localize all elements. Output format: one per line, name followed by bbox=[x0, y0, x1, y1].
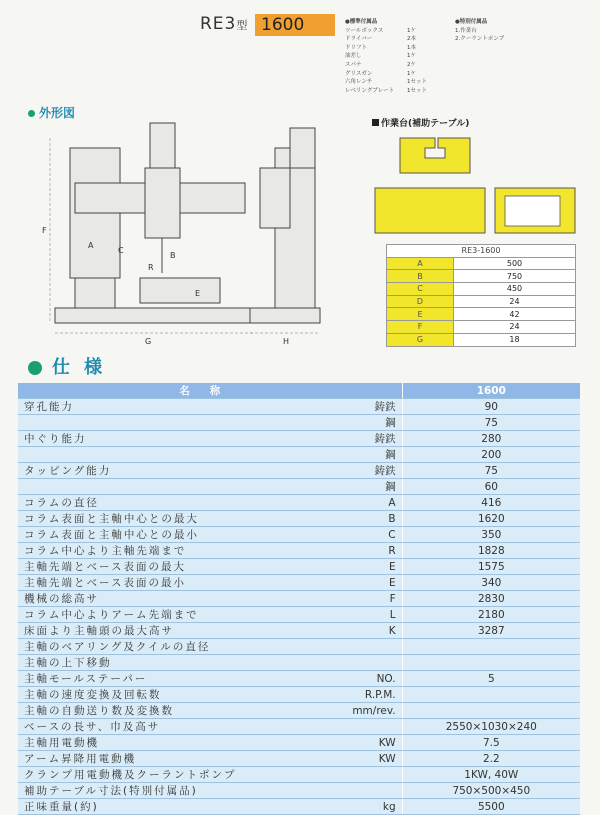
spec-value: 340 bbox=[402, 575, 580, 591]
spec-unit: E bbox=[255, 559, 402, 575]
table-front bbox=[375, 188, 485, 233]
spec-value: 5 bbox=[402, 671, 580, 687]
svg-text:B: B bbox=[170, 251, 176, 260]
spec-unit: NO. bbox=[255, 671, 402, 687]
svg-text:R: R bbox=[148, 263, 154, 272]
worktable-title: 作業台(補助テーブル) bbox=[372, 116, 469, 129]
spec-row bbox=[18, 687, 580, 703]
work-table bbox=[140, 278, 220, 303]
bullet-icon bbox=[28, 361, 42, 375]
spec-name: コラム表面と主軸中心との最小 bbox=[18, 527, 255, 543]
standard-accessory-item: 油差し 1ケ bbox=[345, 53, 416, 60]
spec-value: 1828 bbox=[402, 543, 580, 559]
spec-unit: 鋳鉄 bbox=[255, 431, 402, 447]
spec-row bbox=[18, 639, 580, 655]
spec-value: 2.2 bbox=[402, 751, 580, 767]
spec-value: 75 bbox=[402, 415, 580, 431]
spec-value bbox=[402, 703, 580, 719]
spec-row bbox=[18, 527, 580, 543]
standard-accessory-item: 六角レンチ 1セット bbox=[345, 79, 427, 86]
spec-row bbox=[18, 415, 580, 431]
spec-unit: 鋼 bbox=[255, 415, 402, 431]
dimension-row bbox=[387, 270, 576, 283]
dimension-key: F bbox=[387, 321, 454, 334]
spec-row bbox=[18, 751, 580, 767]
spec-value: 3287 bbox=[402, 623, 580, 639]
spec-unit: E bbox=[255, 575, 402, 591]
spec-table bbox=[18, 383, 580, 815]
spec-unit: mm/rev. bbox=[255, 703, 402, 719]
spec-unit: C bbox=[255, 527, 402, 543]
dimension-value: 500 bbox=[454, 257, 576, 270]
spec-row bbox=[18, 607, 580, 623]
svg-text:E: E bbox=[195, 289, 201, 298]
spec-header-name: 名称 bbox=[18, 383, 402, 399]
spec-name: 主軸の上下移動 bbox=[18, 655, 255, 671]
motor-side bbox=[290, 128, 315, 168]
spec-row bbox=[18, 655, 580, 671]
spec-unit: 鋼 bbox=[255, 479, 402, 495]
spec-row bbox=[18, 719, 580, 735]
special-accessories: ●特別付属品 1.作業台 2.クーラントポンプ bbox=[455, 18, 555, 44]
spec-row bbox=[18, 703, 580, 719]
dimension-value: 450 bbox=[454, 283, 576, 296]
spec-unit: KW bbox=[255, 751, 402, 767]
spec-value: 75 bbox=[402, 463, 580, 479]
spec-name: 主軸の自動送り数及変換数 bbox=[18, 703, 255, 719]
spec-unit: B bbox=[255, 511, 402, 527]
special-accessory-item: 2.クーラントポンプ bbox=[455, 36, 505, 43]
spec-header-value: 1600 bbox=[402, 383, 580, 399]
svg-text:G: G bbox=[145, 337, 152, 346]
spec-value: 350 bbox=[402, 527, 580, 543]
dimension-key: B bbox=[387, 270, 454, 283]
spec-row bbox=[18, 543, 580, 559]
spec-row bbox=[18, 783, 580, 799]
spec-name: 穿孔能力 bbox=[18, 399, 255, 415]
spec-unit: 鋼 bbox=[255, 447, 402, 463]
spec-name: クランプ用電動機及クーラントポンプ bbox=[18, 767, 255, 783]
spec-row bbox=[18, 559, 580, 575]
special-accessory-item: 1.作業台 bbox=[455, 27, 477, 34]
spec-row bbox=[18, 799, 580, 815]
dimension-row bbox=[387, 321, 576, 334]
svg-text:H: H bbox=[283, 337, 290, 346]
standard-accessory-item: ツールボックス 1ケ bbox=[345, 27, 416, 34]
dimension-table-header: RE3-1600 bbox=[387, 245, 576, 258]
spec-name: 主軸用電動機 bbox=[18, 735, 255, 751]
svg-text:F: F bbox=[42, 226, 47, 235]
spec-value: 1575 bbox=[402, 559, 580, 575]
spec-row bbox=[18, 591, 580, 607]
spec-row bbox=[18, 399, 580, 415]
spec-name bbox=[18, 479, 255, 495]
spec-name: 主軸モールステーパー bbox=[18, 671, 255, 687]
svg-text:A: A bbox=[88, 241, 94, 250]
spec-unit bbox=[255, 767, 402, 783]
spec-row bbox=[18, 463, 580, 479]
spec-unit bbox=[255, 639, 402, 655]
spec-unit: R bbox=[255, 543, 402, 559]
spec-value: 2550×1030×240 bbox=[402, 719, 580, 735]
standard-accessories: ●標準付属品 ツールボックス 1ケ ドライバー 2本 ドリフト 1本 油差し 1ケ スパナ 2ケ グリスガン 1ケ 六角レンチ 1セット レベリングプレート 1セット bbox=[345, 18, 445, 95]
spec-value bbox=[402, 687, 580, 703]
spec-unit bbox=[255, 719, 402, 735]
spec-name bbox=[18, 415, 255, 431]
spec-name: 主軸のベアリング及クイルの直径 bbox=[18, 639, 255, 655]
dimension-value: 24 bbox=[454, 295, 576, 308]
spec-header-row bbox=[18, 383, 580, 399]
spec-row bbox=[18, 671, 580, 687]
dimension-value: 24 bbox=[454, 321, 576, 334]
spec-value: 750×500×450 bbox=[402, 783, 580, 799]
dimension-key: D bbox=[387, 295, 454, 308]
spec-value: 90 bbox=[402, 399, 580, 415]
spec-name: 機械の総高サ bbox=[18, 591, 255, 607]
dimension-row bbox=[387, 333, 576, 346]
spec-row bbox=[18, 623, 580, 639]
spec-name: アーム昇降用電動機 bbox=[18, 751, 255, 767]
base-side bbox=[250, 308, 320, 323]
spec-value: 200 bbox=[402, 447, 580, 463]
spec-value: 7.5 bbox=[402, 735, 580, 751]
spec-value: 2180 bbox=[402, 607, 580, 623]
spec-value: 60 bbox=[402, 479, 580, 495]
spec-row bbox=[18, 495, 580, 511]
spec-name: タッピング能力 bbox=[18, 463, 255, 479]
spec-name: 主軸先端とベース表面の最小 bbox=[18, 575, 255, 591]
dimension-row bbox=[387, 257, 576, 270]
spec-value bbox=[402, 655, 580, 671]
spec-unit: K bbox=[255, 623, 402, 639]
svg-text:C: C bbox=[118, 246, 124, 255]
spec-value: 416 bbox=[402, 495, 580, 511]
t-slot-section bbox=[400, 138, 470, 173]
spec-unit bbox=[255, 783, 402, 799]
dimension-value: 42 bbox=[454, 308, 576, 321]
dimension-row bbox=[387, 295, 576, 308]
spec-name: 床面より主軸頭の最大高サ bbox=[18, 623, 255, 639]
dimension-key: E bbox=[387, 308, 454, 321]
dimension-key: A bbox=[387, 257, 454, 270]
model-prefix: RE3型 bbox=[200, 14, 249, 34]
dimension-value: 18 bbox=[454, 333, 576, 346]
spec-name: コラム表面と主軸中心との最大 bbox=[18, 511, 255, 527]
dimension-key: C bbox=[387, 283, 454, 296]
outline-drawing bbox=[30, 108, 370, 348]
spec-row bbox=[18, 767, 580, 783]
spec-name: コラムの直径 bbox=[18, 495, 255, 511]
spec-name: コラム中心より主軸先端まで bbox=[18, 543, 255, 559]
spec-unit: L bbox=[255, 607, 402, 623]
spec-name: ベースの長サ、巾及高サ bbox=[18, 719, 255, 735]
spec-row bbox=[18, 431, 580, 447]
dimension-row bbox=[387, 308, 576, 321]
standard-accessory-item: ドライバー 2本 bbox=[345, 36, 416, 43]
spec-row bbox=[18, 735, 580, 751]
outline-title: 外形図 bbox=[28, 104, 75, 121]
spec-row bbox=[18, 447, 580, 463]
spec-name bbox=[18, 447, 255, 463]
dimension-key: G bbox=[387, 333, 454, 346]
spec-unit bbox=[255, 655, 402, 671]
spec-name: 主軸先端とベース表面の最大 bbox=[18, 559, 255, 575]
spec-name: 補助テーブル寸法(特別付属品) bbox=[18, 783, 255, 799]
spec-unit: F bbox=[255, 591, 402, 607]
standard-accessory-item: レベリングプレート 1セット bbox=[345, 87, 427, 94]
standard-accessory-item: ドリフト 1本 bbox=[345, 44, 416, 51]
spec-value bbox=[402, 639, 580, 655]
spec-value: 280 bbox=[402, 431, 580, 447]
spec-name: 中ぐり能力 bbox=[18, 431, 255, 447]
head-side bbox=[260, 168, 290, 228]
spec-name: コラム中心よりアーム先端まで bbox=[18, 607, 255, 623]
standard-accessory-item: グリスガン 1ケ bbox=[345, 70, 416, 77]
spec-unit: KW bbox=[255, 735, 402, 751]
dimension-table bbox=[386, 244, 576, 347]
spec-row bbox=[18, 479, 580, 495]
spec-value: 5500 bbox=[402, 799, 580, 815]
spindle-head bbox=[145, 168, 180, 238]
spec-unit: kg bbox=[255, 799, 402, 815]
spec-name: 主軸の速度変換及回転数 bbox=[18, 687, 255, 703]
standard-accessory-item: スパナ 2ケ bbox=[345, 61, 416, 68]
spec-unit: A bbox=[255, 495, 402, 511]
base-front bbox=[55, 308, 255, 323]
spec-unit: 鋳鉄 bbox=[255, 463, 402, 479]
spec-title: 仕様 bbox=[28, 353, 116, 379]
spec-name: 正味重量(約) bbox=[18, 799, 255, 815]
spec-unit: 鋳鉄 bbox=[255, 399, 402, 415]
dimension-value: 750 bbox=[454, 270, 576, 283]
spec-value: 2830 bbox=[402, 591, 580, 607]
column-base bbox=[75, 278, 115, 308]
model-number-badge: 1600 bbox=[255, 14, 335, 36]
spec-row bbox=[18, 575, 580, 591]
spec-row bbox=[18, 511, 580, 527]
worktable-drawing bbox=[370, 128, 585, 244]
spec-unit: R.P.M. bbox=[255, 687, 402, 703]
spec-value: 1620 bbox=[402, 511, 580, 527]
spec-value: 1KW, 40W bbox=[402, 767, 580, 783]
dimension-row bbox=[387, 283, 576, 296]
